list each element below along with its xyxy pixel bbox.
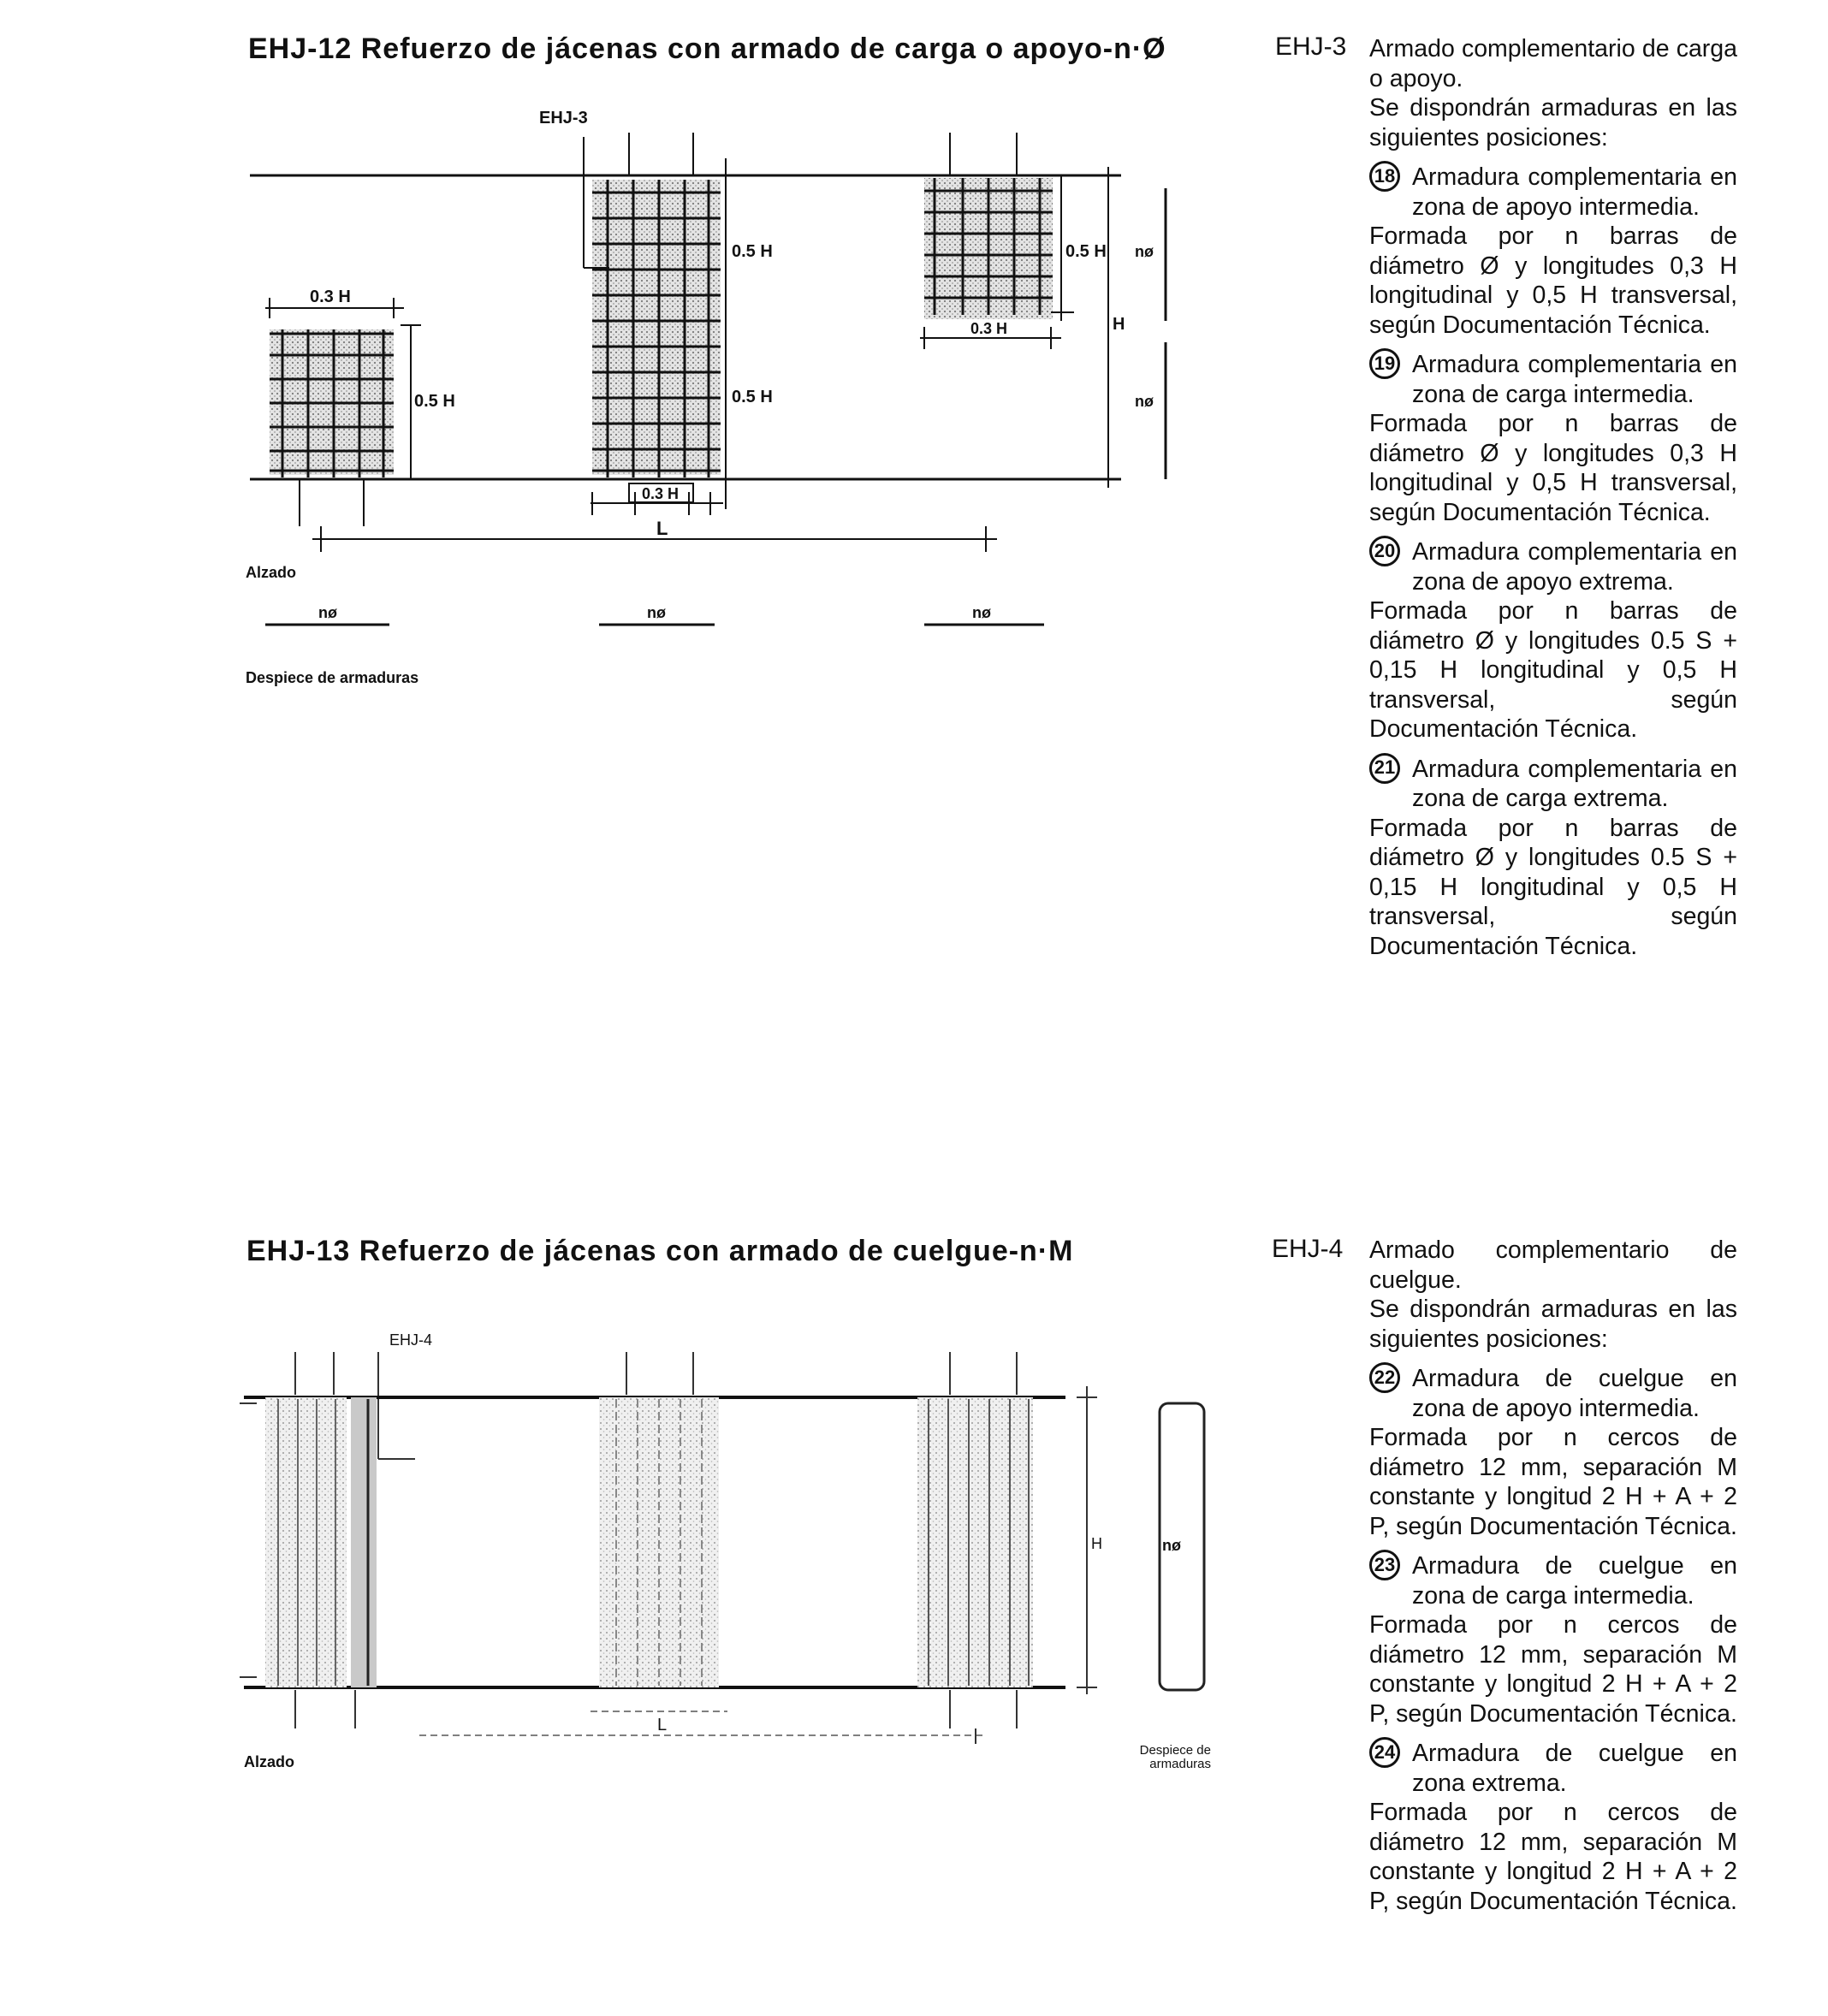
item-18 (1369, 163, 1737, 222)
svg-text:nø: nø (1162, 1537, 1181, 1554)
item-name: Armadura de cuelgue en zona de carga intermedia. (1412, 1552, 1737, 1610)
intro-ehj3: Se dispondrán armaduras en las siguientes posiciones: (1369, 94, 1737, 151)
code-ehj3: EHJ-3 (1275, 33, 1347, 61)
svg-text:L: L (656, 518, 668, 539)
item-22 (1369, 1364, 1737, 1423)
svg-text:0.3 H: 0.3 H (310, 288, 351, 306)
item-desc: Formada por n barras de diámetro Ø y longitudes 0,3 H longitudinal y 0,5 H transversal, según Documentación Técnica. (1369, 410, 1737, 526)
number-badge: 20 (1369, 536, 1400, 566)
svg-text:Alzado: Alzado (244, 1753, 295, 1770)
item-desc: Formada por n cercos de diámetro 12 mm, separación M constante y longitud 2 H + A + 2 P, según Documentación Técnica. (1369, 1424, 1737, 1540)
svg-text:0.5 H: 0.5 H (1065, 242, 1107, 261)
svg-text:Alzado: Alzado (246, 564, 297, 581)
heading-ehj3: Armado complementario de carga o apoyo. (1369, 35, 1737, 92)
figure-ehj13 (240, 1301, 1232, 1780)
code-ehj4: EHJ-4 (1272, 1235, 1344, 1263)
stirrup-zone-left (265, 1397, 377, 1687)
item-name: Armadura complementaria en zona de carga intermedia. (1412, 351, 1737, 408)
svg-text:nø: nø (647, 604, 666, 621)
number-badge: 18 (1369, 161, 1400, 192)
svg-text:0.5 H: 0.5 H (732, 388, 773, 406)
item-name: Armadura de cuelgue en zona de apoyo intermedia. (1412, 1365, 1737, 1422)
svg-text:nø: nø (1135, 243, 1154, 260)
svg-text:0.5 H: 0.5 H (732, 242, 773, 261)
intro-ehj4: Se dispondrán armaduras en las siguientes posiciones: (1369, 1296, 1737, 1353)
text-column-ehj3 (1369, 34, 1737, 961)
svg-text:EHJ-4: EHJ-4 (389, 1331, 433, 1349)
item-desc: Formada por n cercos de diámetro 12 mm, separación M constante y longitud 2 H + A + 2 P, según Documentación Técnica. (1369, 1799, 1737, 1915)
item-name: Armadura complementaria en zona de carga extrema. (1412, 755, 1737, 812)
svg-text:armaduras: armaduras (1149, 1757, 1211, 1771)
reinforcement-block-right (924, 178, 1053, 319)
stirrup-zone-right (917, 1397, 1033, 1687)
svg-text:L: L (657, 1716, 668, 1734)
number-badge: 23 (1369, 1550, 1400, 1580)
item-20 (1369, 537, 1737, 596)
number-badge: 24 (1369, 1737, 1400, 1768)
svg-text:nø: nø (1135, 393, 1154, 410)
number-badge: 21 (1369, 753, 1400, 784)
reinforcement-block-left (270, 329, 394, 477)
item-21 (1369, 755, 1737, 814)
svg-text:0.3 H: 0.3 H (970, 320, 1008, 337)
item-desc: Formada por n cercos de diámetro 12 mm, separación M constante y longitud 2 H + A + 2 P, según Documentación Técnica. (1369, 1611, 1737, 1728)
svg-text:nø: nø (972, 604, 991, 621)
item-name: Armadura complementaria en zona de apoyo intermedia. (1412, 163, 1737, 221)
reinforcement-block-center (592, 180, 721, 477)
svg-text:H: H (1091, 1535, 1102, 1552)
item-desc: Formada por n barras de diámetro Ø y longitudes 0.5 S + 0,15 H longitudinal y 0,5 H transversal, según Documentación Técnica. (1369, 597, 1737, 743)
item-desc: Formada por n barras de diámetro Ø y longitudes 0,3 H longitudinal y 0,5 H transversal, según Documentación Técnica. (1369, 222, 1737, 339)
text-column-ehj4 (1369, 1236, 1737, 1916)
section-title-ehj13: EHJ-13 Refuerzo de jácenas con armado de cuelgue-n·M (246, 1235, 1074, 1267)
svg-text:0.3 H: 0.3 H (642, 485, 680, 502)
svg-text:EHJ-3: EHJ-3 (539, 109, 588, 127)
svg-text:Despiece de: Despiece de (1139, 1743, 1211, 1758)
svg-text:H: H (1113, 315, 1125, 334)
svg-text:0.5 H: 0.5 H (414, 392, 455, 411)
item-24 (1369, 1739, 1737, 1798)
number-badge: 22 (1369, 1362, 1400, 1393)
number-badge: 19 (1369, 348, 1400, 379)
item-desc: Formada por n barras de diámetro Ø y longitudes 0.5 S + 0,15 H longitudinal y 0,5 H transversal, según Documentación Técnica. (1369, 814, 1737, 960)
figure-ehj12 (240, 94, 1232, 770)
item-23 (1369, 1551, 1737, 1610)
item-name: Armadura complementaria en zona de apoyo extrema. (1412, 538, 1737, 596)
item-19 (1369, 350, 1737, 409)
svg-text:nø: nø (318, 604, 337, 621)
heading-ehj4: Armado complementario de cuelgue. (1369, 1236, 1737, 1294)
item-name: Armadura de cuelgue en zona extrema. (1412, 1740, 1737, 1797)
stirrup-zone-center (599, 1397, 719, 1687)
svg-text:Despiece de armaduras: Despiece de armaduras (246, 669, 419, 686)
section-title-ehj12: EHJ-12 Refuerzo de jácenas con armado de carga o apoyo-n·Ø (248, 33, 1166, 65)
